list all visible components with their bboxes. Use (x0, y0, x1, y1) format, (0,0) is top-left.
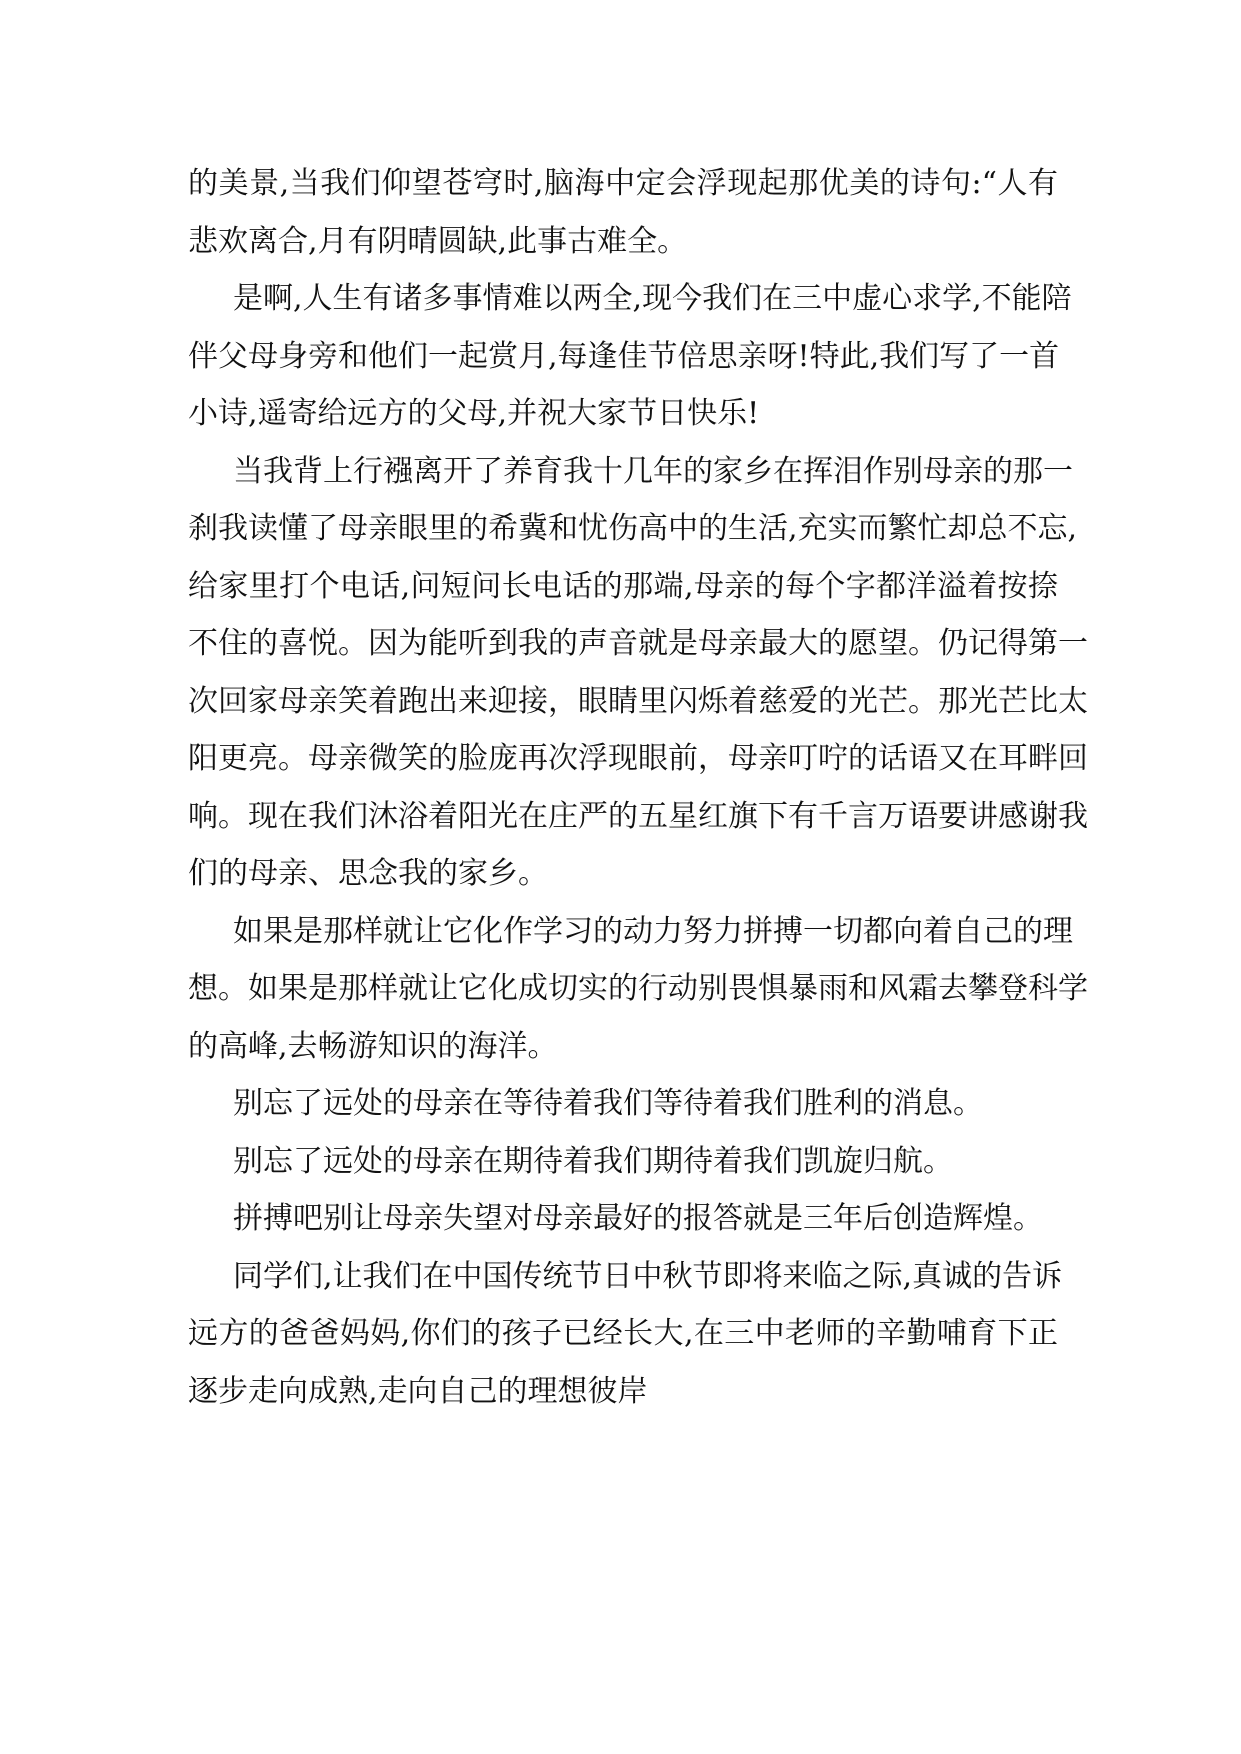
text-line: 远方的爸爸妈妈,你们的孩子已经长大,在三中老师的辛勤哺育下正 (188, 1316, 1058, 1351)
text-line: 如果是那样就让它化作学习的动力努力拼搏一切都向着自己的理 (233, 913, 1073, 949)
body-text (188, 155, 1088, 1420)
text-line: 别忘了远处的母亲在期待着我们期待着我们凯旋归航。 (233, 1143, 953, 1179)
text-line: 拼搏吧别让母亲失望对母亲最好的报答就是三年后创造辉煌。 (233, 1201, 1043, 1236)
text-line: 想。如果是那样就让它化成切实的行动别畏惧暴雨和风霜去攀登科学 (188, 971, 1088, 1006)
text-line: 同学们,让我们在中国传统节日中秋节即将来临之际,真诚的告诉 (233, 1258, 1063, 1294)
text-line: 的高峰,去畅游知识的海洋。 (188, 1028, 558, 1064)
text-line: 不住的喜悦。因为能听到我的声音就是母亲最大的愿望。仍记得第一 (188, 626, 1088, 661)
text-line: 给家里打个电话,问短问长电话的那端,母亲的每个字都洋溢着按捺 (188, 568, 1058, 604)
text-line: 阳更亮。母亲微笑的脸庞再次浮现眼前，母亲叮咛的话语又在耳畔回 (188, 741, 1088, 776)
text-line: 次回家母亲笑着跑出来迎接，眼睛里闪烁着慈爱的光芒。那光芒比太 (188, 683, 1088, 719)
text-line: 响。现在我们沐浴着阳光在庄严的五星红旗下有千言万语要讲感谢我 (188, 798, 1088, 834)
paragraph (188, 1248, 1063, 1421)
paragraph (188, 443, 1088, 903)
text-line: 逐步走向成熟,走向自己的理想彼岸 (188, 1373, 648, 1409)
text-line: 刹我读懂了母亲眼里的希冀和忧伤高中的生活,充实而繁忙却总不忘, (188, 511, 1078, 546)
text-line: 别忘了远处的母亲在等待着我们等待着我们胜利的消息。 (233, 1086, 983, 1121)
text-line: 是啊,人生有诸多事情难以两全,现今我们在三中虚心求学,不能陪 (233, 281, 1072, 316)
text-line: 们的母亲、思念我的家乡。 (188, 856, 548, 891)
text-line: 悲欢离合,月有阴晴圆缺,此事古难全。 (188, 223, 688, 259)
paragraph (188, 270, 1072, 443)
paragraph (188, 1190, 1058, 1248)
paragraph (188, 155, 1058, 270)
paragraph (188, 1075, 1058, 1133)
text-line: 小诗,遥寄给远方的父母,并祝大家节日快乐! (188, 396, 760, 431)
text-line: 的美景,当我们仰望苍穹时,脑海中定会浮现起那优美的诗句:“人有 (188, 166, 1058, 201)
paragraph (188, 1133, 1058, 1191)
text-line: 当我背上行襁离开了养育我十几年的家乡在挥泪作别母亲的那一 (233, 453, 1073, 489)
text-line: 伴父母身旁和他们一起赏月,每逢佳节倍思亲呀!特此,我们写了一首 (188, 338, 1060, 374)
paragraph (188, 903, 1088, 1076)
